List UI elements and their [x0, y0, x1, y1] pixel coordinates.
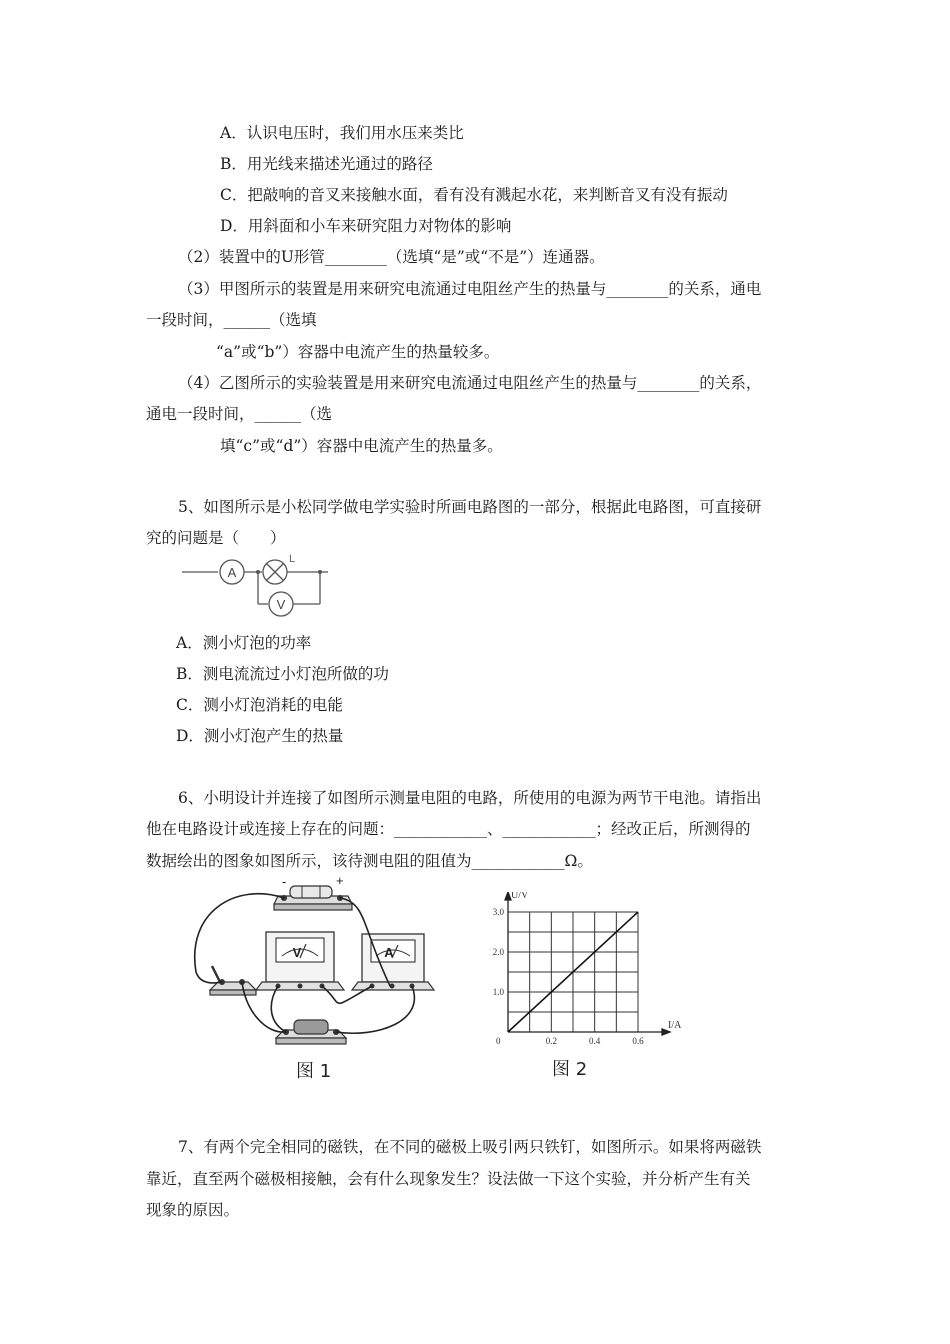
battery-plus: + [336, 873, 344, 888]
lamp-label: L [289, 553, 296, 565]
battery-minus: - [282, 874, 287, 889]
q4-part4-line3: 填“c”或“d”）容器中电流产生的热量多。 [220, 437, 503, 455]
q6-figure2-caption: 图 2 [552, 1059, 588, 1080]
y-tick-label: 2.0 [492, 947, 504, 957]
resistor [276, 1020, 346, 1044]
origin-label: 0 [496, 1036, 501, 1046]
q7-stem-line1: 7、有两个完全相同的磁铁，在不同的磁极上吸引两只铁钉，如图所示。如果将两磁铁 [178, 1138, 762, 1156]
q6-stem-line2: 他在电路设计或连接上存在的问题：____________、____________；经改正后，所测得的 [146, 820, 751, 838]
q4-part2: （2）装置中的U形管________（选填“是”或“不是”）连通器。 [178, 248, 605, 266]
q6-figure1-circuit [176, 872, 466, 1054]
q4-part3-line3: “a”或“b”）容器中电流产生的热量较多。 [216, 343, 500, 361]
q6-figure2-graph [478, 892, 688, 1056]
q7-stem-line2: 靠近，直至两个磁极相接触，会有什么现象发生？设法做一下这个实验，并分析产生有关 [146, 1170, 751, 1188]
y-tick-label: 1.0 [492, 987, 504, 997]
q6-stem-line3: 数据绘出的图象如图所示，该待测电阻的阻值为____________Ω。 [146, 852, 593, 870]
q6-figure1-caption: 图 1 [296, 1061, 332, 1082]
q4-part4-line2: 通电一段时间，______（选 [146, 405, 333, 423]
voltmeter-dial-label: V [292, 945, 302, 960]
ammeter-device [352, 934, 434, 990]
q5-option-c: C．测小灯泡消耗的电能 [176, 696, 343, 714]
voltmeter-device [256, 932, 344, 990]
q4-option-c: C．把敲响的音叉来接触水面，看有没有溅起水花，来判断音叉有没有振动 [220, 186, 728, 204]
q4-option-a: A．认识电压时，我们用水压来类比 [220, 124, 464, 142]
y-axis-label: U/V [511, 892, 529, 901]
x-tick-label: 0.6 [632, 1036, 644, 1046]
voltmeter-label: V [276, 597, 286, 612]
q4-part3-line1: （3）甲图所示的装置是用来研究电流通过电阻丝产生的热量与________的关系，通电 [178, 280, 762, 298]
switch [210, 966, 256, 995]
q4-option-d: D．用斜面和小车来研究阻力对物体的影响 [220, 217, 512, 235]
q7-stem-line3: 现象的原因。 [146, 1201, 240, 1219]
q5-option-a: A．测小灯泡的功率 [176, 634, 312, 652]
ammeter-dial-label: A [384, 945, 394, 960]
ammeter-label: A [227, 565, 237, 580]
x-tick-label: 0.2 [545, 1036, 557, 1046]
x-axis-label: I/A [668, 1020, 682, 1031]
q6-stem-line1: 6、小明设计并连接了如图所示测量电阻的电路，所使用的电源为两节干电池。请指出 [178, 789, 762, 807]
q5-option-d: D．测小灯泡产生的热量 [176, 727, 344, 745]
q4-option-b: B．用光线来描述光通过的路径 [220, 155, 433, 173]
q4-part4-line1: （4）乙图所示的实验装置是用来研究电流通过电阻丝产生的热量与________的关系， [178, 374, 762, 392]
q4-part3-line2: 一段时间，______（选填 [146, 311, 317, 329]
x-tick-label: 0.4 [589, 1036, 601, 1046]
y-tick-label: 3.0 [492, 907, 504, 917]
q5-stem-line1: 5、如图所示是小松同学做电学实验时所画电路图的一部分，根据此电路图，可直接研 [178, 498, 762, 516]
q5-circuit-diagram [180, 552, 330, 622]
q5-stem-line2: 究的问题是（ ） [146, 529, 286, 547]
q5-option-b: B．测电流流过小灯泡所做的功 [176, 665, 389, 683]
